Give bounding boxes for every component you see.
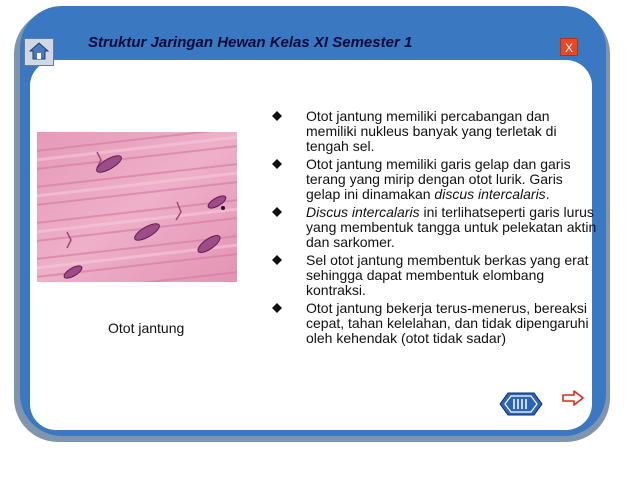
home-icon xyxy=(29,42,49,60)
bullet-icon xyxy=(272,159,282,169)
bullet-text: Otot jantung bekerja terus-menerus, bereaksi cepat, tahan kelelahan, dan tidak dipengaruhi oleh kehendak (otot tidak sadar) xyxy=(306,300,589,346)
bullet-item xyxy=(270,301,600,346)
close-button[interactable]: X xyxy=(560,38,578,56)
section-title: Otot jantung xyxy=(252,60,359,80)
bullet-list xyxy=(270,109,600,349)
bullet-icon xyxy=(272,255,282,265)
logo-icon xyxy=(498,391,544,417)
home-button[interactable] xyxy=(24,38,54,66)
figure-caption: Otot jantung xyxy=(108,320,185,336)
bullet-text: Sel otot jantung membentuk berkas yang erat sehingga dapat membentuk elombang kontraksi. xyxy=(306,252,589,298)
bullet-text: Discus intercalaris xyxy=(306,204,420,220)
section-letter: b. xyxy=(180,60,196,80)
bullet-text: . xyxy=(545,186,550,202)
bullet-item xyxy=(270,205,600,250)
slide-title: Struktur Jaringan Hewan Kelas XI Semester 1 xyxy=(88,34,413,51)
cardiac-muscle-micrograph xyxy=(37,132,237,282)
arrow-right-icon xyxy=(562,390,584,406)
bullet-icon xyxy=(272,303,282,313)
bullet-icon xyxy=(272,111,282,121)
bullet-item xyxy=(270,109,600,154)
bullet-text: ini terlihatseperti garis lurus yang membentuk tangga untuk pelekatan aktin dan sarkomer. xyxy=(306,204,597,250)
bullet-text: Otot jantung memiliki percabangan dan memiliki nukleus banyak yang terletak di tengah sel. xyxy=(306,108,557,154)
bullet-text: discus intercalaris xyxy=(434,186,546,202)
bullet-icon xyxy=(272,207,282,217)
bullet-text: Otot jantung memiliki garis gelap dan garis terang yang mirip dengan otot lurik. Garis gelap ini dinamakan xyxy=(306,156,571,202)
bullet-item xyxy=(270,253,600,298)
section-heading xyxy=(180,60,359,81)
next-button[interactable] xyxy=(562,390,584,406)
bullet-item xyxy=(270,157,600,202)
